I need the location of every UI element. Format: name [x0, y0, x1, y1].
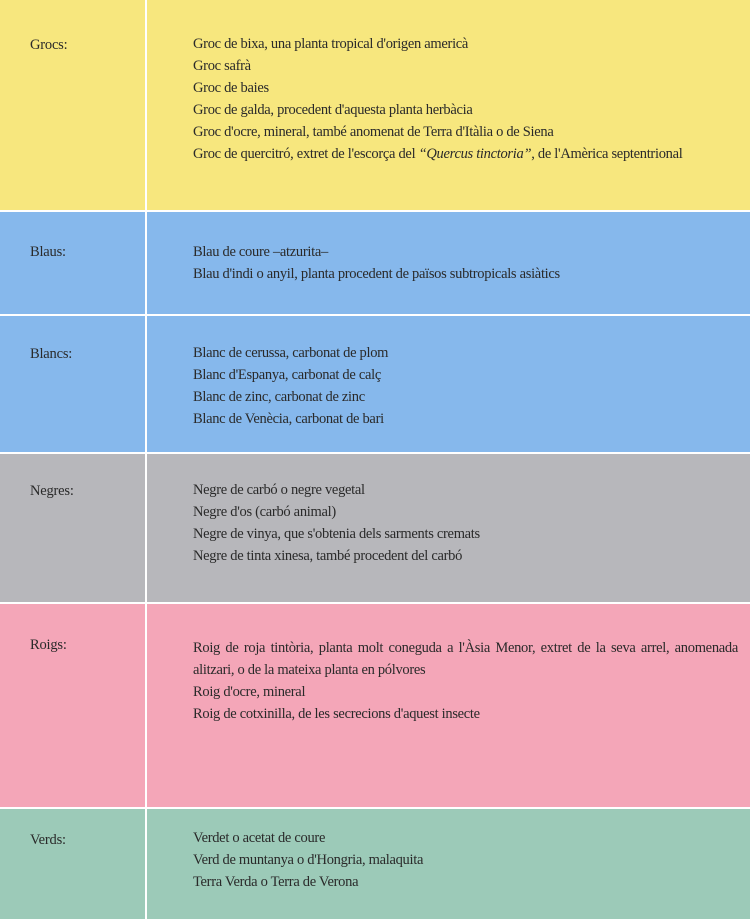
row-content-blaus — [193, 241, 738, 285]
row-label-grocs: Grocs: — [30, 37, 68, 53]
row-label-blaus: Blaus: — [30, 244, 66, 260]
pigment-line: Roig de roja tintòria, planta molt coneguda a l'Àsia Menor, extret de la seva arrel, anomenada alitzari, o de la mateixa planta en pólvores — [193, 640, 738, 678]
row-content-verds — [193, 827, 738, 893]
pigment-line: Negre de carbó o negre vegetal — [193, 482, 365, 498]
row-blaus — [0, 211, 750, 315]
pigment-line: Groc de galda, procedent d'aquesta planta herbàcia — [193, 102, 473, 118]
column-divider — [145, 0, 147, 919]
pigment-line: Negre de tinta xinesa, també procedent del carbó — [193, 548, 463, 564]
row-content-blancs — [193, 342, 738, 430]
pigment-line: Negre de vinya, que s'obtenia dels sarments cremats — [193, 526, 480, 542]
row-divider — [0, 602, 750, 604]
pigment-line: Blanc de cerussa, carbonat de plom — [193, 345, 389, 361]
pigment-line: Roig de cotxinilla, de les secrecions d'aquest insecte — [193, 706, 480, 722]
pigment-line: Negre d'os (carbó animal) — [193, 504, 336, 520]
pigment-line: Groc safrà — [193, 58, 251, 74]
row-blancs — [0, 315, 750, 453]
row-content-roigs — [193, 637, 738, 725]
pigment-line: Verd de muntanya o d'Hongria, malaquita — [193, 852, 424, 868]
pigment-line: Groc de baies — [193, 80, 269, 96]
pigment-line: Roig d'ocre, mineral — [193, 684, 306, 700]
row-roigs — [0, 603, 750, 808]
pigment-line: Terra Verda o Terra de Verona — [193, 874, 359, 890]
row-grocs — [0, 0, 750, 211]
row-divider — [0, 314, 750, 316]
row-divider — [0, 452, 750, 454]
row-divider — [0, 210, 750, 212]
pigment-line: Blanc de Venècia, carbonat de bari — [193, 411, 384, 427]
row-content-negres — [193, 479, 738, 567]
pigment-line: Groc de bixa, una planta tropical d'origen americà — [193, 36, 469, 52]
pigment-line: Groc d'ocre, mineral, també anomenat de Terra d'Itàlia o de Siena — [193, 124, 554, 140]
pigment-line-text: , de l'Amèrica septentrional — [531, 146, 683, 162]
row-label-verds: Verds: — [30, 832, 66, 848]
species-name: “Quercus tinctoria” — [418, 146, 532, 162]
pigment-line: Blanc de zinc, carbonat de zinc — [193, 389, 365, 405]
pigment-line-text: Groc de quercitró, extret de l'escorça del — [193, 146, 419, 162]
row-label-blancs: Blancs: — [30, 346, 73, 362]
row-label-roigs: Roigs: — [30, 637, 67, 653]
pigment-line: Blau d'indi o anyil, planta procedent de països subtropicals asiàtics — [193, 266, 560, 282]
pigment-line-quercitro — [193, 143, 738, 165]
row-negres — [0, 453, 750, 603]
row-content-grocs — [193, 33, 738, 165]
row-verds — [0, 808, 750, 919]
pigment-line: Blau de coure –atzurita– — [193, 244, 328, 260]
row-divider — [0, 807, 750, 809]
row-label-negres: Negres: — [30, 483, 74, 499]
pigment-line: Blanc d'Espanya, carbonat de calç — [193, 367, 381, 383]
pigment-line: Verdet o acetat de coure — [193, 830, 326, 846]
